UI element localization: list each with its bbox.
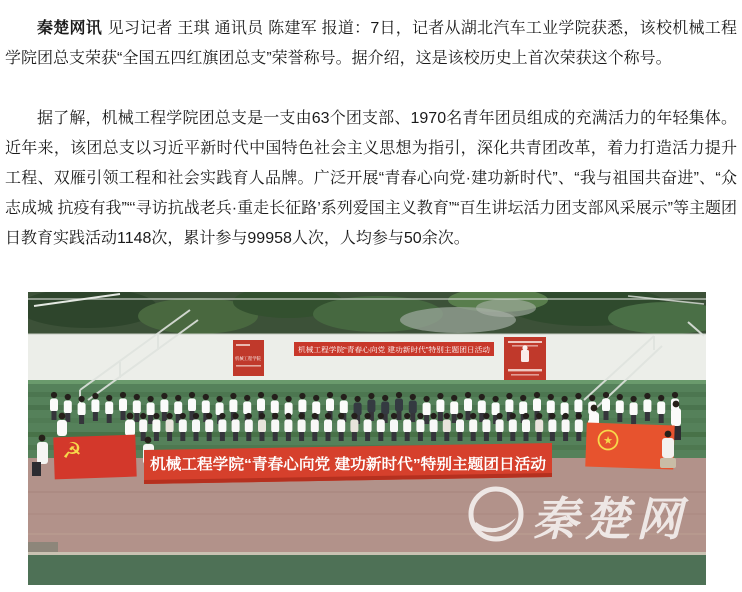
source-label: 秦楚网讯: [37, 20, 103, 37]
wall-banner-text: 机械工程学院“青春心向党 建功新时代”特别主题团日活动: [298, 347, 473, 354]
league-star-icon: ★: [603, 435, 613, 447]
wall-poster-left-text: 机械工程学院: [235, 356, 263, 361]
wall-banner: [294, 342, 494, 356]
article-photo: [28, 292, 706, 585]
front-banner-text: 机械工程学院“青春心向党 建功新时代”特别主题团日活动: [150, 456, 530, 473]
lead-paragraph: [5, 14, 737, 74]
body-paragraph: 据了解，机械工程学院团总支是一支由63个团支部、1970名青年团员组成的充满活力的年轻集体。近年来，该团总支以习近平新时代中国特色社会主义思想为指引，深化共青团改革，着力打造活力提升工程、双雁引领工程和社会实践育人品牌。广泛开展“青春心向党·建功新时代”、“我与祖国共奋进”、“众志成城 抗疫有我”“‘寻访抗战老兵·重走长征路’系列爱国主义教育”“百生讲坛活力团支部风采展示”等主题团日教育实践活动1148次，累计参与99958人次，人均参与50余次。: [5, 110, 737, 247]
front-banner: [144, 443, 552, 484]
wall-poster-left: [233, 340, 264, 376]
photo-scene: [28, 292, 706, 585]
watermark-text: 秦楚网: [532, 493, 688, 545]
trees-band: [28, 292, 706, 334]
party-emblem-icon: ☭: [62, 438, 82, 463]
lead-text: 见习记者 王琪 通讯员 陈建军 报道：7日，记者从湖北汽车工业学院获悉，该校机械工程学院团总支荣获“全国五四红旗团总支”荣誉称号。据介绍，这是该校历史上首次荣获这个称号。: [5, 20, 737, 67]
field-strip: [28, 552, 706, 585]
article-body: [0, 0, 742, 254]
wall-poster-right: [504, 337, 546, 385]
wall: [28, 334, 706, 380]
poster-emblem-icon: [521, 350, 529, 362]
